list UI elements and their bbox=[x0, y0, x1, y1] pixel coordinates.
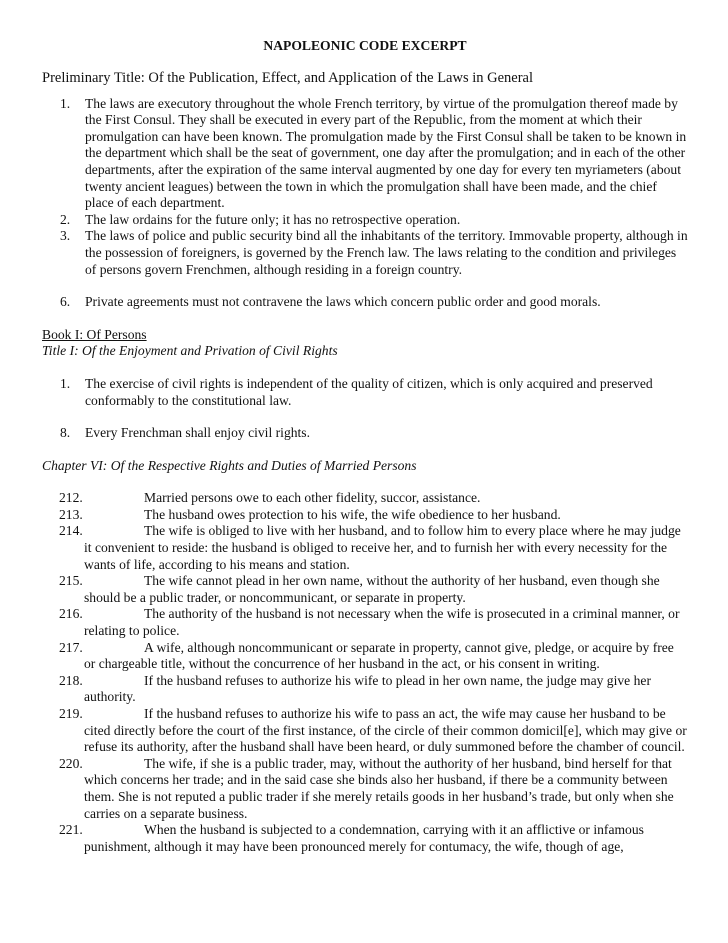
item-number: 6. bbox=[60, 294, 71, 310]
article-text: When the husband is subjected to a condemnation, carrying with it an afflictive or infamous punishment, although it may have been pronounced merely for contumacy, the wife, though of age, bbox=[84, 822, 644, 854]
spacer bbox=[42, 360, 688, 376]
article-text: The wife is obliged to live with her husband, and to follow him to every place where he may judge it convenient to reside: the husband is obliged to receive her, and to furnish her with every necessity for the wants of life, according to his means and station. bbox=[84, 523, 681, 572]
article-text: If the husband refuses to authorize his wife to pass an act, the wife may cause her husband to be cited directly before the court of the first instance, of the circle of their common domicil[e], which may give or refuse its authority, after the husband shall have been heard, or duly summoned before the chamber of council. bbox=[84, 706, 687, 755]
item-text: The exercise of civil rights is independent of the quality of citizen, which is only acquired and preserved conformably to the constitutional law. bbox=[85, 375, 653, 408]
article-item bbox=[42, 673, 688, 706]
article-text: If the husband refuses to authorize his wife to plead in her own name, the judge may give her authority. bbox=[84, 672, 651, 705]
list-item bbox=[42, 228, 688, 278]
spacer bbox=[42, 409, 688, 425]
item-number: 1. bbox=[60, 95, 71, 111]
article-item bbox=[42, 507, 688, 524]
article-number: 219. bbox=[59, 706, 83, 721]
spacer bbox=[42, 442, 688, 458]
list-item bbox=[42, 294, 688, 311]
article-number: 215. bbox=[59, 573, 83, 589]
article-text: The wife cannot plead in her own name, without the authority of her husband, even though she should be a public trader, or noncommunicant, or separate in property. bbox=[84, 573, 660, 605]
item-text: The law ordains for the future only; it has no retrospective operation. bbox=[85, 211, 461, 227]
item-text: The laws are executory throughout the whole French territory, by virtue of the promulgation thereof made by the First Consul. They shall be executed in every part of the Republic, from the moment at which their promulgation can have been known. The promulgation made by the First Consul shall be taken to be known in the department which shall be the seat of government, one day after the promulgation; and in each of the other departments, after the expiration of the same interval augmented by one day for every ten myriameters (about twenty ancient leagues) between the town in which the promulgation shall have been made, and the chief place of each department. bbox=[85, 95, 687, 211]
item-number: 3. bbox=[60, 228, 71, 244]
article-text: A wife, although noncommunicant or separate in property, cannot give, pledge, or acquire by free or chargeable title, without the concurrence of her husband in the act, or his consent in writing. bbox=[84, 639, 674, 672]
article-text: Married persons owe to each other fidelity, succor, assistance. bbox=[144, 490, 481, 506]
preliminary-title: Preliminary Title: Of the Publication, Effect, and Application of the Laws in General bbox=[42, 69, 534, 86]
spacer bbox=[42, 474, 688, 490]
item-number: 2. bbox=[60, 211, 71, 227]
article-item bbox=[42, 523, 688, 573]
list-item bbox=[42, 425, 688, 442]
page-title: NAPOLEONIC CODE EXCERPT bbox=[263, 38, 467, 53]
article-number: 212. bbox=[59, 490, 83, 506]
title-heading: Title I: Of the Enjoyment and Privation of Civil Rights bbox=[42, 343, 338, 359]
item-text: Private agreements must not contravene the laws which concern public order and good morals. bbox=[85, 294, 601, 310]
article-number: 221. bbox=[59, 822, 83, 838]
article-item bbox=[42, 573, 688, 606]
article-number: 214. bbox=[59, 523, 83, 539]
article-item bbox=[42, 822, 688, 855]
prelim-list bbox=[42, 96, 688, 311]
article-number: 216. bbox=[59, 606, 83, 622]
article-item bbox=[42, 606, 688, 639]
article-item bbox=[42, 756, 688, 822]
article-list bbox=[42, 490, 688, 855]
article-number: 217. bbox=[59, 639, 83, 655]
book-heading: Book I: Of Persons bbox=[42, 326, 147, 342]
spacer bbox=[42, 311, 688, 327]
book-list bbox=[42, 376, 688, 442]
article-number: 220. bbox=[59, 755, 83, 771]
article-text: The husband owes protection to his wife, the wife obedience to her husband. bbox=[144, 506, 561, 522]
item-text: Every Frenchman shall enjoy civil rights. bbox=[85, 425, 311, 441]
article-item bbox=[42, 706, 688, 756]
list-item bbox=[42, 376, 688, 409]
list-item bbox=[42, 212, 688, 229]
item-text: The laws of police and public security bind all the inhabitants of the territory. Immovable property, although in the possession of foreigners, is governed by the French law. The laws relating to the condition and privileges of persons govern Frenchmen, although residing in a foreign country. bbox=[85, 228, 688, 277]
spacer bbox=[42, 278, 688, 294]
article-number: 213. bbox=[59, 506, 83, 522]
article-item bbox=[42, 640, 688, 673]
article-item bbox=[42, 490, 688, 507]
article-text: The authority of the husband is not necessary when the wife is prosecuted in a criminal manner, or relating to police. bbox=[84, 606, 680, 639]
list-item bbox=[42, 96, 688, 212]
chapter-heading: Chapter VI: Of the Respective Rights and Duties of Married Persons bbox=[42, 457, 417, 473]
item-number: 8. bbox=[60, 425, 71, 441]
article-number: 218. bbox=[59, 672, 83, 688]
item-number: 1. bbox=[60, 375, 71, 391]
document-page bbox=[42, 38, 688, 855]
article-text: The wife, if she is a public trader, may, without the authority of her husband, bind herself for that which concerns her trade; and in the said case she binds also her husband, if there be a community between them. She is not reputed a public trader if she merely retails goods in her husband’s trade, but only when she carries on a separate business. bbox=[84, 755, 674, 821]
